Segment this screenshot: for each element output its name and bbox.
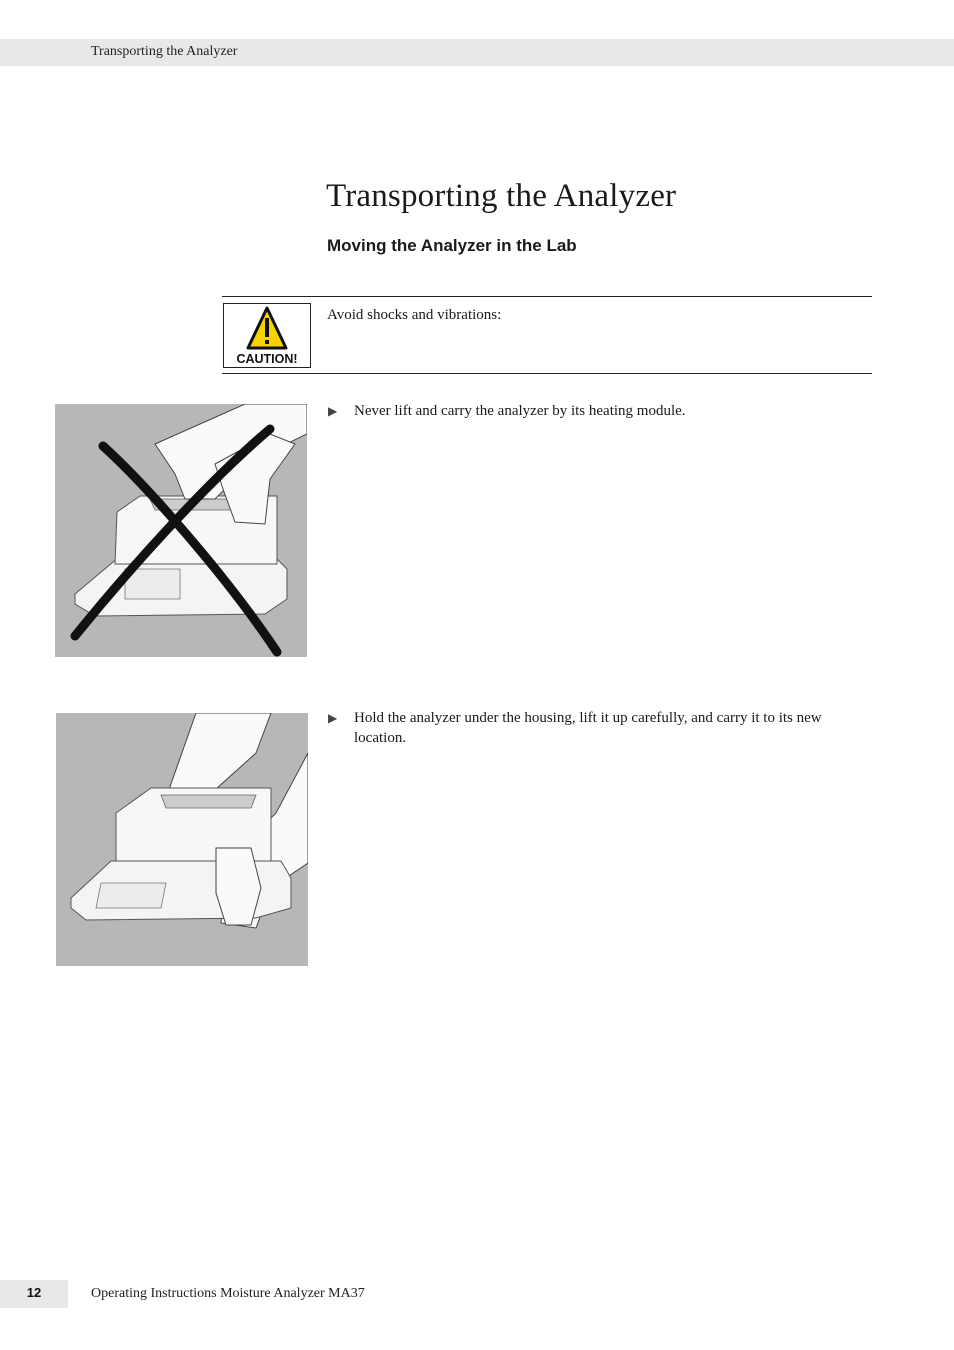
caution-icon-frame [223,303,311,368]
incorrect-lift-illustration [55,404,307,657]
caution-box [222,296,872,374]
instruction-incorrect-lift [328,401,872,421]
caution-label: CAUTION! [236,352,298,366]
section-heading: Moving the Analyzer in the Lab [327,236,577,255]
footer-document-title: Operating Instructions Moisture Analyzer MA37 [91,1286,365,1301]
instruction-text: Hold the analyzer under the housing, lift it up carefully, and carry it to its new location. [354,710,822,746]
caution-text: Avoid shocks and vibrations: [327,307,502,323]
page-title: Transporting the Analyzer [326,178,677,214]
instruction-correct-lift [328,708,872,748]
warning-triangle-icon [224,304,310,354]
bullet-arrow-icon: ▶ [328,404,338,418]
bullet-arrow-icon: ▶ [328,711,338,725]
correct-lift-illustration [56,713,308,966]
running-header: Transporting the Analyzer [91,44,238,59]
page-number: 12 [26,1285,42,1300]
instruction-text: Never lift and carry the analyzer by its heating module. [354,403,686,419]
